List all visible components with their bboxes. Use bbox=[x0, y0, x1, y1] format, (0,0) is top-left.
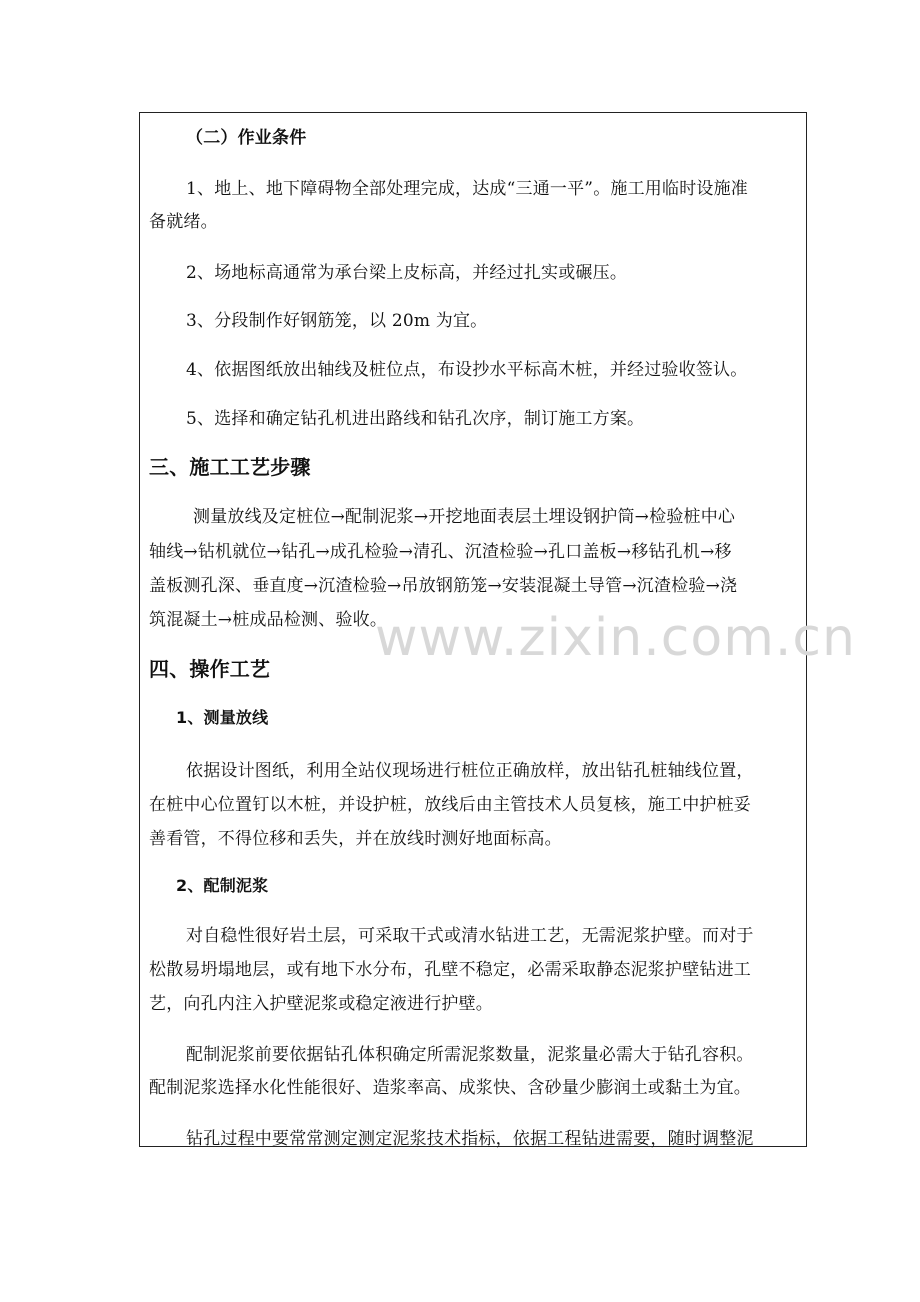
condition-3: 3、分段制作好钢筋笼，以 20m 为宜。 bbox=[186, 311, 488, 331]
condition-1-line-1: 1、地上、地下障碍物全部处理完成，达成“三通一平”。施工用临时设施准 bbox=[186, 179, 748, 199]
sub1-line-2: 在桩中心位置钉以木桩，并设护桩，放线后由主管技术人员复核，施工中护桩妥 bbox=[149, 795, 751, 815]
sub2-para2-line-2: 配制泥浆选择水化性能很好、造浆率高、成浆快、含砂量少膨润土或黏土为宜。 bbox=[149, 1078, 751, 1098]
sub2-para2-line-1: 配制泥浆前要依据钻孔体积确定所需泥浆数量，泥浆量必需大于钻孔容积。 bbox=[186, 1045, 754, 1065]
section-four-heading: 四、操作工艺 bbox=[149, 657, 271, 681]
process-line-3: 盖板测孔深、垂直度→沉渣检验→吊放钢筋笼→安装混凝土导管→沉渣检验→浇 bbox=[149, 576, 738, 596]
sub2-para1-line-1: 对自稳性很好岩土层，可采取干式或清水钻进工艺，无需泥浆护壁。而对于 bbox=[186, 926, 754, 946]
sub1-heading: 1、测量放线 bbox=[176, 708, 269, 727]
sub2-heading: 2、配制泥浆 bbox=[176, 876, 269, 895]
condition-1-line-2: 备就绪。 bbox=[149, 212, 218, 232]
sub2-para1-line-3: 艺，向孔内注入护壁泥浆或稳定液进行护壁。 bbox=[149, 994, 493, 1014]
condition-2: 2、场地标高通常为承台梁上皮标高，并经过扎实或碾压。 bbox=[186, 263, 628, 283]
watermark: www.zixin.com.cn bbox=[375, 608, 856, 668]
condition-4: 4、依据图纸放出轴线及桩位点，布设抄水平标高木桩，并经过验收签认。 bbox=[186, 360, 748, 380]
condition-5: 5、选择和确定钻孔机进出路线和钻孔次序，制订施工方案。 bbox=[186, 409, 645, 429]
process-line-2: 轴线→钻机就位→钻孔→成孔检验→清孔、沉渣检验→孔口盖板→移钻孔机→移 bbox=[149, 542, 732, 562]
process-line-4: 筑混凝土→桩成品检测、验收。 bbox=[149, 610, 388, 630]
conditions-heading: （二）作业条件 bbox=[186, 128, 307, 148]
sub2-para1-line-2: 松散易坍塌地层，或有地下水分布，孔壁不稳定，必需采取静态泥浆护壁钻进工 bbox=[149, 960, 751, 980]
sub1-line-1: 依据设计图纸，利用全站仪现场进行桩位正确放样，放出钻孔桩轴线位置， bbox=[186, 761, 754, 781]
sub1-line-3: 善看管，不得位移和丢失，并在放线时测好地面标高。 bbox=[149, 829, 562, 849]
sub2-para3-line-1: 钻孔过程中要常常测定测定泥浆技术指标，依据工程钻进需要，随时调整泥 bbox=[186, 1129, 754, 1149]
section-three-heading: 三、施工工艺步骤 bbox=[149, 455, 311, 479]
process-line-1: 测量放线及定桩位→配制泥浆→开挖地面表层土埋设钢护筒→检验桩中心 bbox=[193, 507, 736, 527]
